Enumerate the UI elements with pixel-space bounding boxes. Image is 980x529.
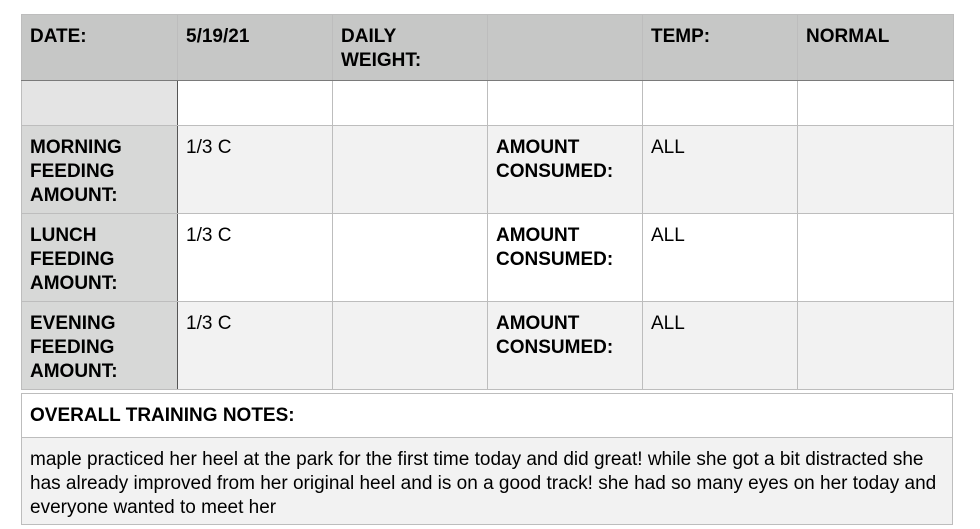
blank-cell	[488, 81, 643, 126]
blank-cell	[178, 81, 333, 126]
daily-weight-value	[488, 15, 643, 81]
feeding-row-evening	[22, 302, 954, 390]
consumed-value: ALL	[643, 302, 798, 390]
empty-cell	[798, 302, 954, 390]
daily-log-table	[21, 14, 954, 390]
blank-cell	[798, 81, 954, 126]
empty-cell	[798, 126, 954, 214]
feeding-amount: 1/3 C	[178, 214, 333, 302]
temp-value: NORMAL	[798, 15, 954, 81]
training-notes-text: maple practiced her heel at the park for the first time today and did great! while she got a bit distracted she has already improved from her original heel and is on a good track! she had so many eyes on her today and everyone wanted to meet her	[22, 438, 953, 525]
training-notes-title: OVERALL TRAINING NOTES:	[22, 394, 953, 438]
date-value: 5/19/21	[178, 15, 333, 81]
consumed-label: AMOUNT CONSUMED:	[488, 302, 643, 390]
empty-cell	[798, 214, 954, 302]
consumed-label: AMOUNT CONSUMED:	[488, 126, 643, 214]
header-row	[22, 15, 954, 81]
consumed-value: ALL	[643, 214, 798, 302]
notes-header-row	[22, 394, 953, 438]
blank-row	[22, 81, 954, 126]
feeding-amount: 1/3 C	[178, 302, 333, 390]
training-notes-table	[21, 393, 953, 525]
empty-cell	[333, 126, 488, 214]
feeding-label: LUNCH FEEDING AMOUNT:	[22, 214, 178, 302]
daily-weight-label: DAILY WEIGHT:	[333, 15, 488, 81]
blank-cell	[333, 81, 488, 126]
blank-cell	[643, 81, 798, 126]
feeding-row-lunch	[22, 214, 954, 302]
empty-cell	[333, 302, 488, 390]
feeding-label: EVENING FEEDING AMOUNT:	[22, 302, 178, 390]
feeding-label: MORNING FEEDING AMOUNT:	[22, 126, 178, 214]
date-label: DATE:	[22, 15, 178, 81]
temp-label: TEMP:	[643, 15, 798, 81]
empty-cell	[333, 214, 488, 302]
feeding-row-morning	[22, 126, 954, 214]
blank-cell	[22, 81, 178, 126]
consumed-label: AMOUNT CONSUMED:	[488, 214, 643, 302]
notes-body-row	[22, 438, 953, 525]
consumed-value: ALL	[643, 126, 798, 214]
feeding-amount: 1/3 C	[178, 126, 333, 214]
